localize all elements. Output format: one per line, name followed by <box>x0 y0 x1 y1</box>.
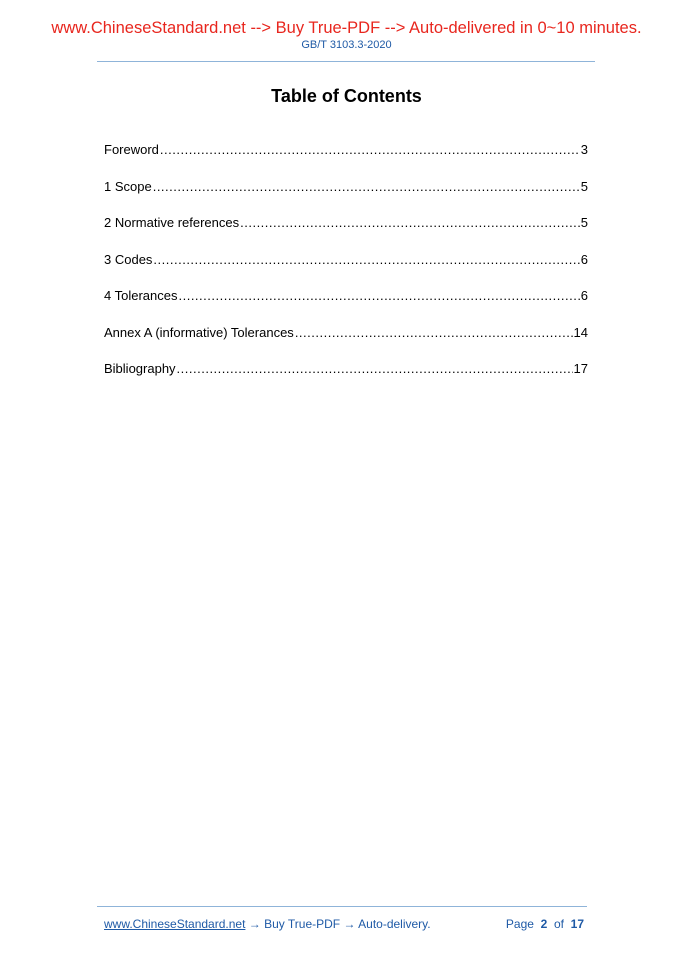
toc-leader <box>160 141 580 158</box>
toc-page-number: 3 <box>580 142 588 157</box>
of-word: of <box>553 917 564 931</box>
table-of-contents <box>104 141 588 397</box>
footer-site-link[interactable]: www.ChineseStandard.net <box>104 917 246 931</box>
toc-label: 3 Codes <box>104 251 153 267</box>
page-title: Table of Contents <box>271 86 422 106</box>
toc-leader <box>295 324 573 341</box>
toc-entry-foreword[interactable] <box>104 141 588 178</box>
toc-entry-bibliography[interactable] <box>104 360 588 397</box>
toc-label: 2 Normative references <box>104 215 240 230</box>
toc-leader <box>177 360 573 377</box>
page-footer <box>104 916 588 932</box>
page-word: Page <box>505 917 534 931</box>
standard-code: GB/T 3103.3-2020 <box>301 39 392 51</box>
toc-page-number: 6 <box>580 288 588 303</box>
toc-entry-scope[interactable] <box>104 178 588 215</box>
toc-entry-tolerances[interactable] <box>104 287 588 324</box>
current-page-number: 2 <box>540 917 548 931</box>
footer-delivery-text: Auto-delivery. <box>358 917 431 931</box>
total-pages-number: 17 <box>570 917 584 931</box>
toc-page-number: 14 <box>573 324 588 340</box>
header-divider <box>97 61 595 62</box>
toc-entry-normative-references[interactable] <box>104 214 588 251</box>
toc-page-number: 17 <box>573 361 588 376</box>
header-banner: www.ChineseStandard.net --> Buy True-PDF --> Auto-delivered in 0~10 minutes. <box>51 19 642 37</box>
arrow-right-icon: → <box>245 917 265 931</box>
footer-buy-text: Buy True-PDF <box>264 917 341 931</box>
toc-label: Foreword <box>104 142 159 157</box>
footer-links <box>104 916 431 932</box>
toc-page-number: 6 <box>580 251 588 267</box>
toc-label: Annex A (informative) Tolerances <box>104 324 294 340</box>
toc-leader <box>178 287 579 304</box>
arrow-right-icon: → <box>340 917 359 931</box>
toc-label: 4 Tolerances <box>104 288 178 303</box>
toc-label: Bibliography <box>104 361 176 376</box>
toc-page-number: 5 <box>580 178 588 194</box>
toc-page-number: 5 <box>580 215 588 230</box>
toc-entry-codes[interactable] <box>104 251 588 288</box>
footer-divider <box>97 906 587 907</box>
toc-leader <box>153 251 579 268</box>
toc-leader <box>153 178 580 195</box>
page-indicator <box>506 916 584 932</box>
toc-leader <box>240 214 580 231</box>
toc-label: 1 Scope <box>104 178 152 194</box>
toc-entry-annex-a[interactable] <box>104 324 588 361</box>
